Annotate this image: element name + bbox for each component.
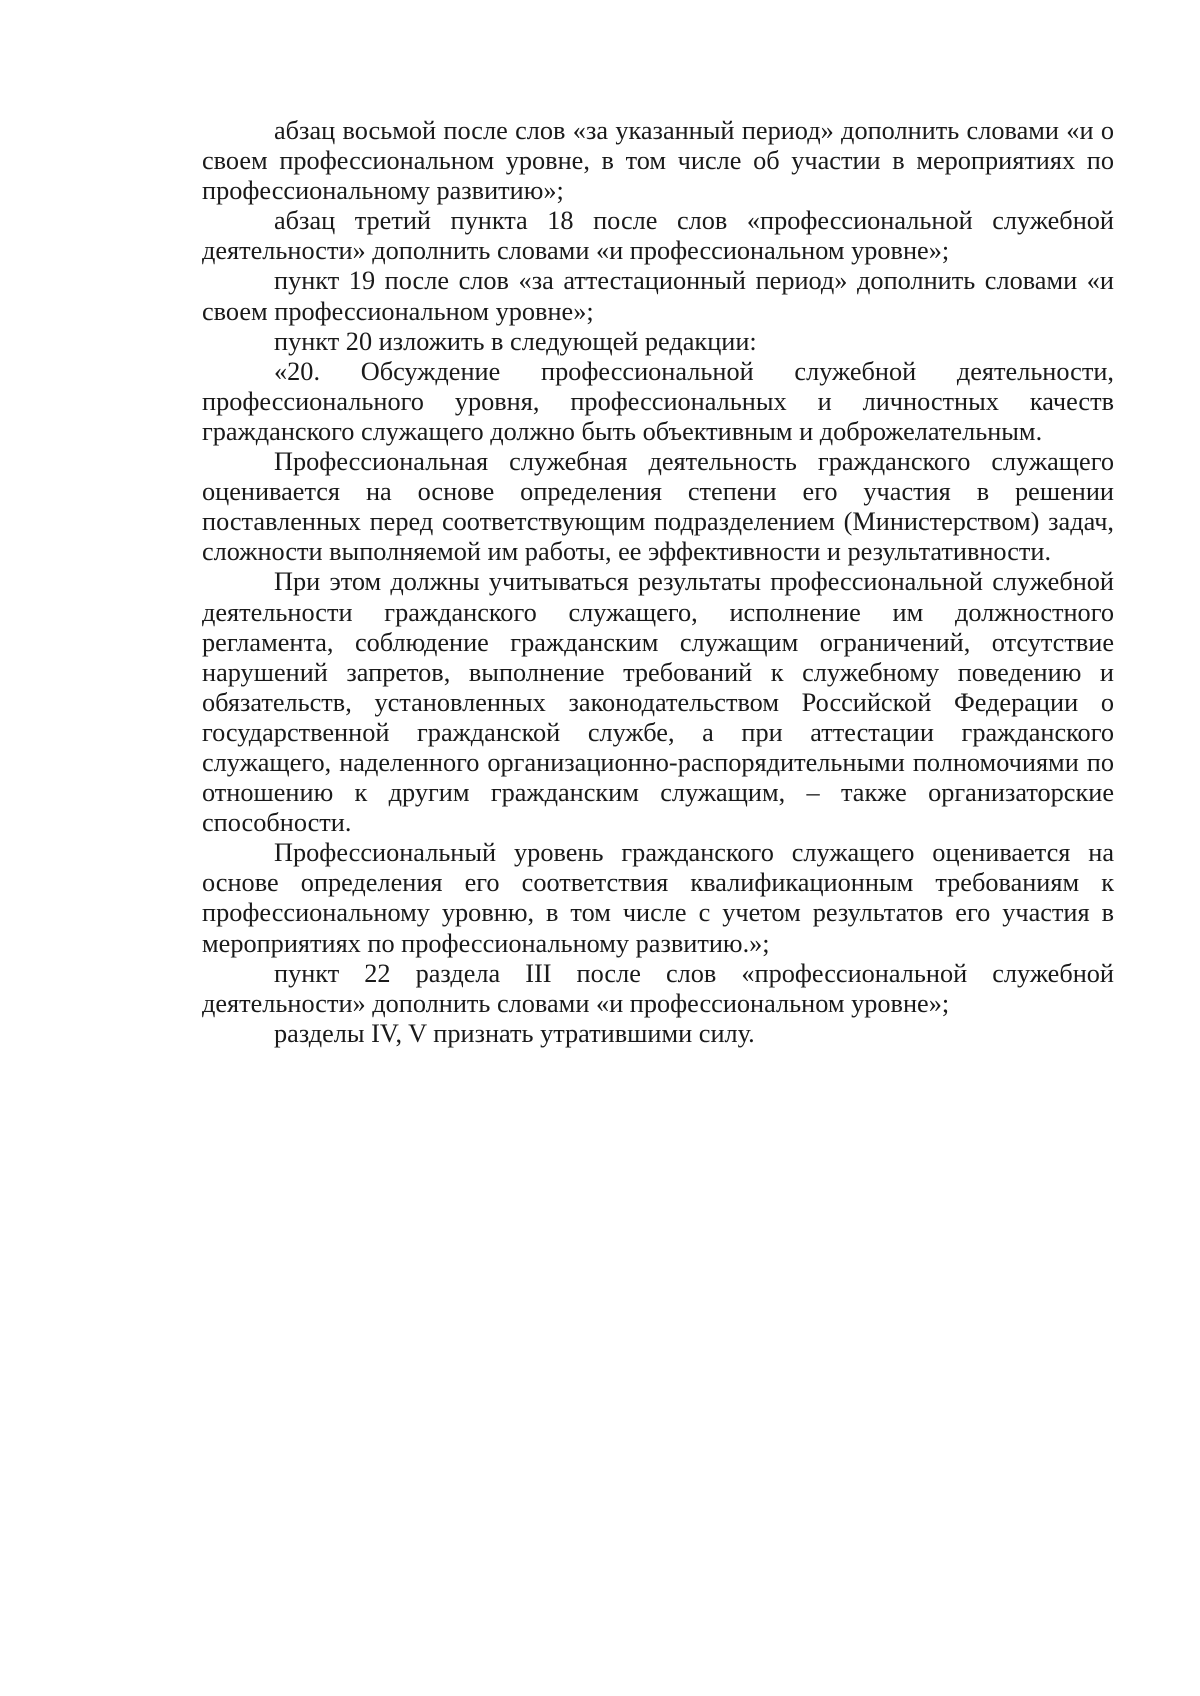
paragraph-item20-activity-assessment: Профессиональная служебная деятельность гражданского служащего оценивается на основе определения степени его участия в решении поставленных перед соответствующим подразделением (Министерством) задач, сложности выполняемой им работы, ее эффективности и результативности.	[202, 447, 1114, 567]
paragraph-item20-discussion: «20. Обсуждение профессиональной служебной деятельности, профессионального уровня, профессиональных и личностных качеств гражданского служащего должно быть объективным и доброжелательным.	[202, 356, 1114, 446]
paragraph-amendment-item20-intro: пункт 20 изложить в следующей редакции:	[274, 326, 757, 356]
paragraph-sections-repealed: разделы IV, V признать утратившими силу.	[274, 1018, 755, 1048]
paragraph-amendment-para8: абзац восьмой после слов «за указанный период» дополнить словами «и о своем профессиональном уровне, в том числе об участии в мероприятиях по профессиональному развитию»;	[202, 116, 1114, 206]
paragraph-amendment-item18: абзац третий пункта 18 после слов «профессиональной служебной деятельности» дополнить словами «и профессиональном уровне»;	[202, 206, 1114, 266]
paragraph-amendment-item22: пункт 22 раздела III после слов «профессиональной служебной деятельности» дополнить словами «и профессиональном уровне»;	[202, 958, 1114, 1018]
paragraph-item20-considerations: При этом должны учитываться результаты профессиональной служебной деятельности гражданского служащего, исполнение им должностного регламента, соблюдение гражданским служащим ограничений, отсутствие нарушений запретов, выполнение требований к служебному поведению и обязательств, установленных законодательством Российской Федерации о государственной гражданской службе, а при аттестации гражданского служащего, наделенного организационно-распорядительными полномочиями по отношению к другим гражданским служащим, – также организаторские способности.	[202, 567, 1114, 838]
paragraph-item20-professional-level: Профессиональный уровень гражданского служащего оценивается на основе определения его соответствия квалификационным требованиям к профессиональному уровню, в том числе с учетом результатов его участия в мероприятиях по профессиональному развитию.»;	[202, 838, 1114, 958]
document-body	[202, 116, 1114, 1049]
paragraph-amendment-item19: пункт 19 после слов «за аттестационный период» дополнить словами «и своем профессиональном уровне»;	[202, 266, 1114, 326]
